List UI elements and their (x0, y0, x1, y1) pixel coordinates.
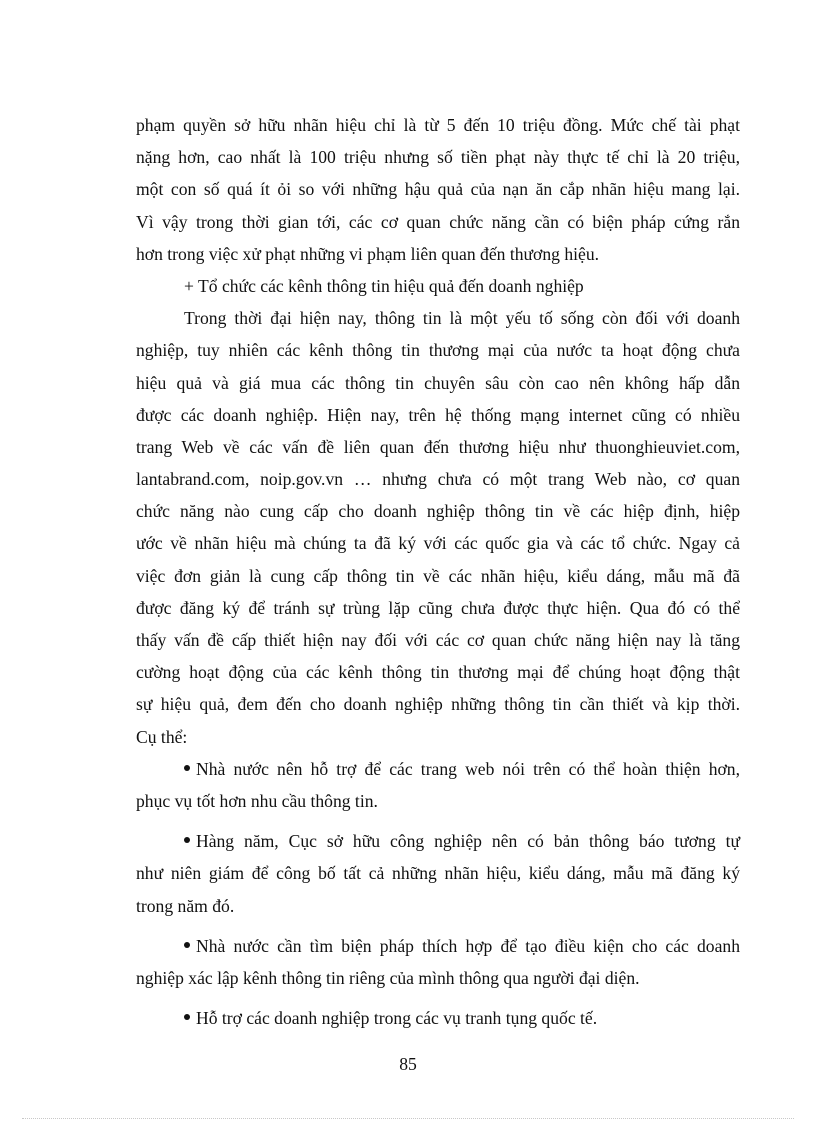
page-number: 85 (399, 1054, 417, 1074)
paragraph-information-channels (136, 302, 740, 753)
text-line: hơn trong việc xử phạt những vi phạm liên quan đến thương hiệu. (136, 243, 600, 264)
text-line: Trong thời đại hiện nay, thông tin là một yếu tố sống còn đối với doanh (184, 308, 740, 329)
section-heading-info-channels (136, 270, 740, 302)
text-line: thấy vấn đề cấp thiết hiện nay đối với các cơ quan chức năng hiện nay là tăng (136, 630, 740, 650)
paragraph-penalties (136, 109, 740, 270)
bullet-text: Hỗ trợ các doanh nghiệp trong các vụ tranh tụng quốc tế. (196, 1008, 598, 1029)
text-line: trang Web về các vấn đề liên quan đến thương hiệu như thuonghieuviet.com, (136, 436, 740, 457)
bullet-item-own-channels (136, 930, 740, 994)
text-line: được đăng ký để tránh sự trùng lặp cũng chưa được thực hiện. Qua đó có thể (136, 597, 740, 618)
text-line: phạm quyền sở hữu nhãn hiệu chỉ là từ 5 đến 10 triệu đồng. Mức chế tài phạt (136, 115, 740, 135)
text-line: sự hiệu quả, đem đến cho doanh nghiệp những thông tin cần thiết và kịp thời. (136, 694, 740, 715)
bullet-item-litigation-support (136, 1002, 740, 1034)
bullet-text: Nhà nước cần tìm biện pháp thích hợp để tạo điều kiện cho các doanh (196, 935, 740, 956)
text-line: lantabrand.com, noip.gov.vn … nhưng chưa có một trang Web nào, cơ quan (136, 469, 740, 490)
bullet-text: Hàng năm, Cục sở hữu công nghiệp nên có bản thông báo tương tự (196, 831, 740, 852)
text-line: việc đơn giản là cung cấp thông tin về các nhãn hiệu, kiểu dáng, mẫu mã đã (136, 565, 740, 586)
text-line: nặng hơn, cao nhất là 100 triệu nhưng số tiền phạt này thực tế chỉ là 20 triệu, (136, 147, 740, 168)
text-line (136, 930, 740, 962)
text-line: Vì vậy trong thời gian tới, các cơ quan chức năng cần có biện pháp cứng rắn (136, 211, 740, 232)
text-line (136, 825, 740, 857)
text-line: hiệu quả và giá mua các thông tin chuyên sâu còn cao nên không hấp dẫn (136, 372, 740, 393)
text-line: ước về nhãn hiệu mà chúng ta đã ký với các quốc gia và các tổ chức. Ngay cả (136, 533, 740, 554)
text-line: + Tổ chức các kênh thông tin hiệu quả đến doanh nghiệp (184, 275, 584, 296)
text-line: trong năm đó. (136, 895, 235, 916)
bullet-icon (184, 837, 190, 843)
bullet-item-support-websites (136, 753, 740, 817)
text-line: chức năng nào cung cấp cho doanh nghiệp thông tin về các hiệp định, hiệp (136, 501, 740, 522)
text-line: được các doanh nghiệp. Hiện nay, trên hệ thống mạng internet cũng có nhiều (136, 404, 740, 425)
page-content (136, 109, 740, 1034)
bullet-icon (184, 1014, 190, 1020)
bullet-item-annual-bulletin (136, 825, 740, 922)
text-line: như niên giám để công bố tất cả những nhãn hiệu, kiểu dáng, mẫu mã đăng ký (136, 863, 740, 884)
text-line: cường hoạt động của các kênh thông tin thương mại để chúng hoạt động thật (136, 662, 740, 683)
text-line: nghiệp xác lập kênh thông tin riêng của mình thông qua người đại diện. (136, 967, 640, 988)
text-line (136, 1002, 740, 1034)
text-line: nghiệp, tuy nhiên các kênh thông tin thương mại của nước ta hoạt động chưa (136, 340, 740, 361)
text-line: phục vụ tốt hơn nhu cầu thông tin. (136, 790, 378, 811)
bullet-text: Nhà nước nên hỗ trợ để các trang web nói trên có thể hoàn thiện hơn, (196, 758, 740, 779)
text-line: Cụ thể: (136, 726, 188, 747)
text-line: một con số quá ít ỏi so với những hậu quả của nạn ăn cắp nhãn hiệu mang lại. (136, 179, 740, 200)
bullet-icon (184, 942, 190, 948)
bullet-icon (184, 765, 190, 771)
text-line (136, 753, 740, 785)
page-bottom-border (22, 1118, 794, 1119)
